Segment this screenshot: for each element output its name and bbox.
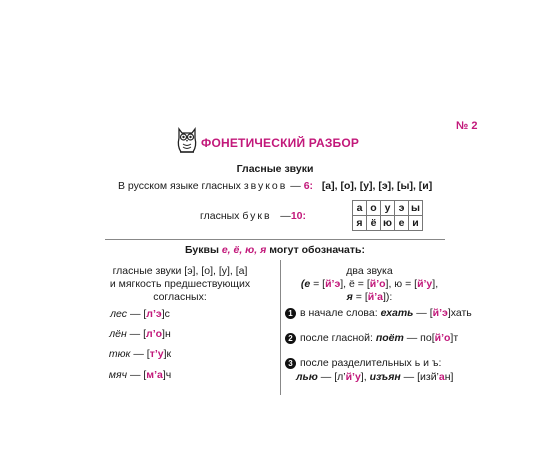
rule-text: ]хать xyxy=(447,307,472,319)
grid-cell: я xyxy=(353,216,367,231)
vowel-sounds-list: [а], [о], [у], [э], [ы], [и] xyxy=(321,180,433,192)
desc-text: ], ё = [ xyxy=(340,278,370,290)
example-transcription-end: ]н xyxy=(162,328,171,340)
rule-highlight: й’у xyxy=(345,371,361,383)
example-dash: — [ xyxy=(130,348,150,360)
rule-number-badge: 2 xyxy=(285,333,296,344)
desc-letter: я xyxy=(346,291,353,303)
example-dash: — [ xyxy=(127,308,147,320)
vowel-letters-row xyxy=(200,210,306,222)
desc-highlight: й’а xyxy=(367,291,383,303)
rule-text: — [изй’ xyxy=(400,371,439,383)
rule-example-word: лью xyxy=(296,371,318,383)
vertical-divider xyxy=(280,260,281,395)
grid-cell: а xyxy=(353,201,367,216)
vowel-letter-grid xyxy=(352,200,423,231)
vowel-sounds-heading: Гласные звуки xyxy=(236,163,314,175)
desc-highlight: й’э xyxy=(325,278,341,290)
example-word: лес xyxy=(110,308,128,320)
row2-word: букв xyxy=(242,210,272,222)
example-dash: — [ xyxy=(126,328,147,340)
rule-example-word: ехать xyxy=(380,307,414,319)
letters-heading-prefix: Буквы xyxy=(184,244,222,256)
grid-row xyxy=(353,201,423,216)
desc-text: ], ю = [ xyxy=(385,278,418,290)
rule-text: н] xyxy=(444,371,454,383)
right-desc-line: два звука xyxy=(346,265,393,277)
example-transcription-highlight: л’о xyxy=(146,328,163,340)
page-title: ФОНЕТИЧЕСКИЙ РАЗБОР xyxy=(201,136,360,150)
example-row xyxy=(0,328,280,340)
rule-highlight: й’о xyxy=(434,332,451,344)
example-word: лён xyxy=(109,328,127,340)
rule-row xyxy=(285,332,458,344)
left-desc-line: и мягкость предшествующих xyxy=(109,278,251,290)
grid-cell: у xyxy=(381,201,395,216)
example-transcription-end: ]ч xyxy=(162,369,172,381)
rule-text: ], xyxy=(360,371,370,383)
row2-prefix: гласных xyxy=(200,210,243,222)
letter-count: 10: xyxy=(290,210,306,222)
row1-dash: — xyxy=(287,180,304,192)
right-column-description xyxy=(282,265,457,304)
rule-example-word: поёт xyxy=(375,332,404,344)
vowel-sounds-row xyxy=(118,180,432,192)
desc-highlight: й’у xyxy=(417,278,433,290)
letters-heading-suffix: могут обозначать: xyxy=(266,244,365,256)
letters-heading-letters: е, ё, ю, я xyxy=(221,244,267,256)
example-word: тюк xyxy=(108,348,131,360)
left-desc-line: гласные звуки [э], [о], [у], [а] xyxy=(112,265,248,277)
row2-dash: — xyxy=(277,210,291,222)
rule-text: — [л’ xyxy=(317,371,346,383)
example-row xyxy=(0,308,280,320)
grid-cell: ю xyxy=(381,216,395,231)
rule-highlight: й’э xyxy=(432,307,448,319)
left-column-description xyxy=(90,265,270,304)
right-desc-line xyxy=(282,291,457,304)
owl-icon xyxy=(174,126,200,156)
row1-prefix: В русском языке гласных xyxy=(118,180,244,192)
rule-number-badge: 3 xyxy=(285,358,296,369)
desc-text: = [ xyxy=(352,291,368,303)
rule-text: — [ xyxy=(413,307,433,319)
example-transcription-end: ]к xyxy=(163,348,172,360)
rule-highlight: а xyxy=(438,371,445,383)
grid-cell: и xyxy=(409,216,423,231)
example-transcription-highlight: т’у xyxy=(149,348,164,360)
left-desc-line: согласных: xyxy=(153,291,207,303)
desc-text: = [ xyxy=(310,278,326,290)
horizontal-divider xyxy=(105,239,445,240)
page-number: № 2 xyxy=(456,120,478,132)
rule-row xyxy=(285,307,472,319)
desc-text: ], xyxy=(432,278,439,290)
example-transcription-end: ]с xyxy=(161,308,170,320)
rule-text: ]т xyxy=(450,332,459,344)
sound-count: 6: xyxy=(303,180,314,192)
grid-cell: о xyxy=(367,201,381,216)
example-transcription-highlight: м’а xyxy=(146,369,163,381)
example-transcription-highlight: л’э xyxy=(146,308,162,320)
rule-text: в начале слова: xyxy=(300,307,381,319)
rule-row xyxy=(285,357,441,369)
example-word: мяч xyxy=(108,369,128,381)
grid-row xyxy=(353,216,423,231)
desc-text: ]): xyxy=(382,291,393,303)
rule-number-badge: 1 xyxy=(285,308,296,319)
grid-cell: э xyxy=(395,201,409,216)
desc-letter: (е xyxy=(300,278,311,290)
rule-example-word: изъян xyxy=(369,371,401,383)
grid-cell: е xyxy=(395,216,409,231)
example-row xyxy=(0,348,280,360)
rule-text: после разделительных ь и ъ: xyxy=(300,357,442,369)
rule-row xyxy=(296,371,453,383)
right-desc-line xyxy=(282,278,457,291)
rule-text: — по[ xyxy=(403,332,435,344)
desc-highlight: й’о xyxy=(369,278,386,290)
letters-heading xyxy=(0,244,550,256)
grid-cell: ё xyxy=(367,216,381,231)
example-row xyxy=(0,369,280,381)
grid-cell: ы xyxy=(409,201,423,216)
rule-text: после гласной: xyxy=(300,332,376,344)
example-dash: — [ xyxy=(127,369,147,381)
row1-word: звуков xyxy=(243,180,288,192)
